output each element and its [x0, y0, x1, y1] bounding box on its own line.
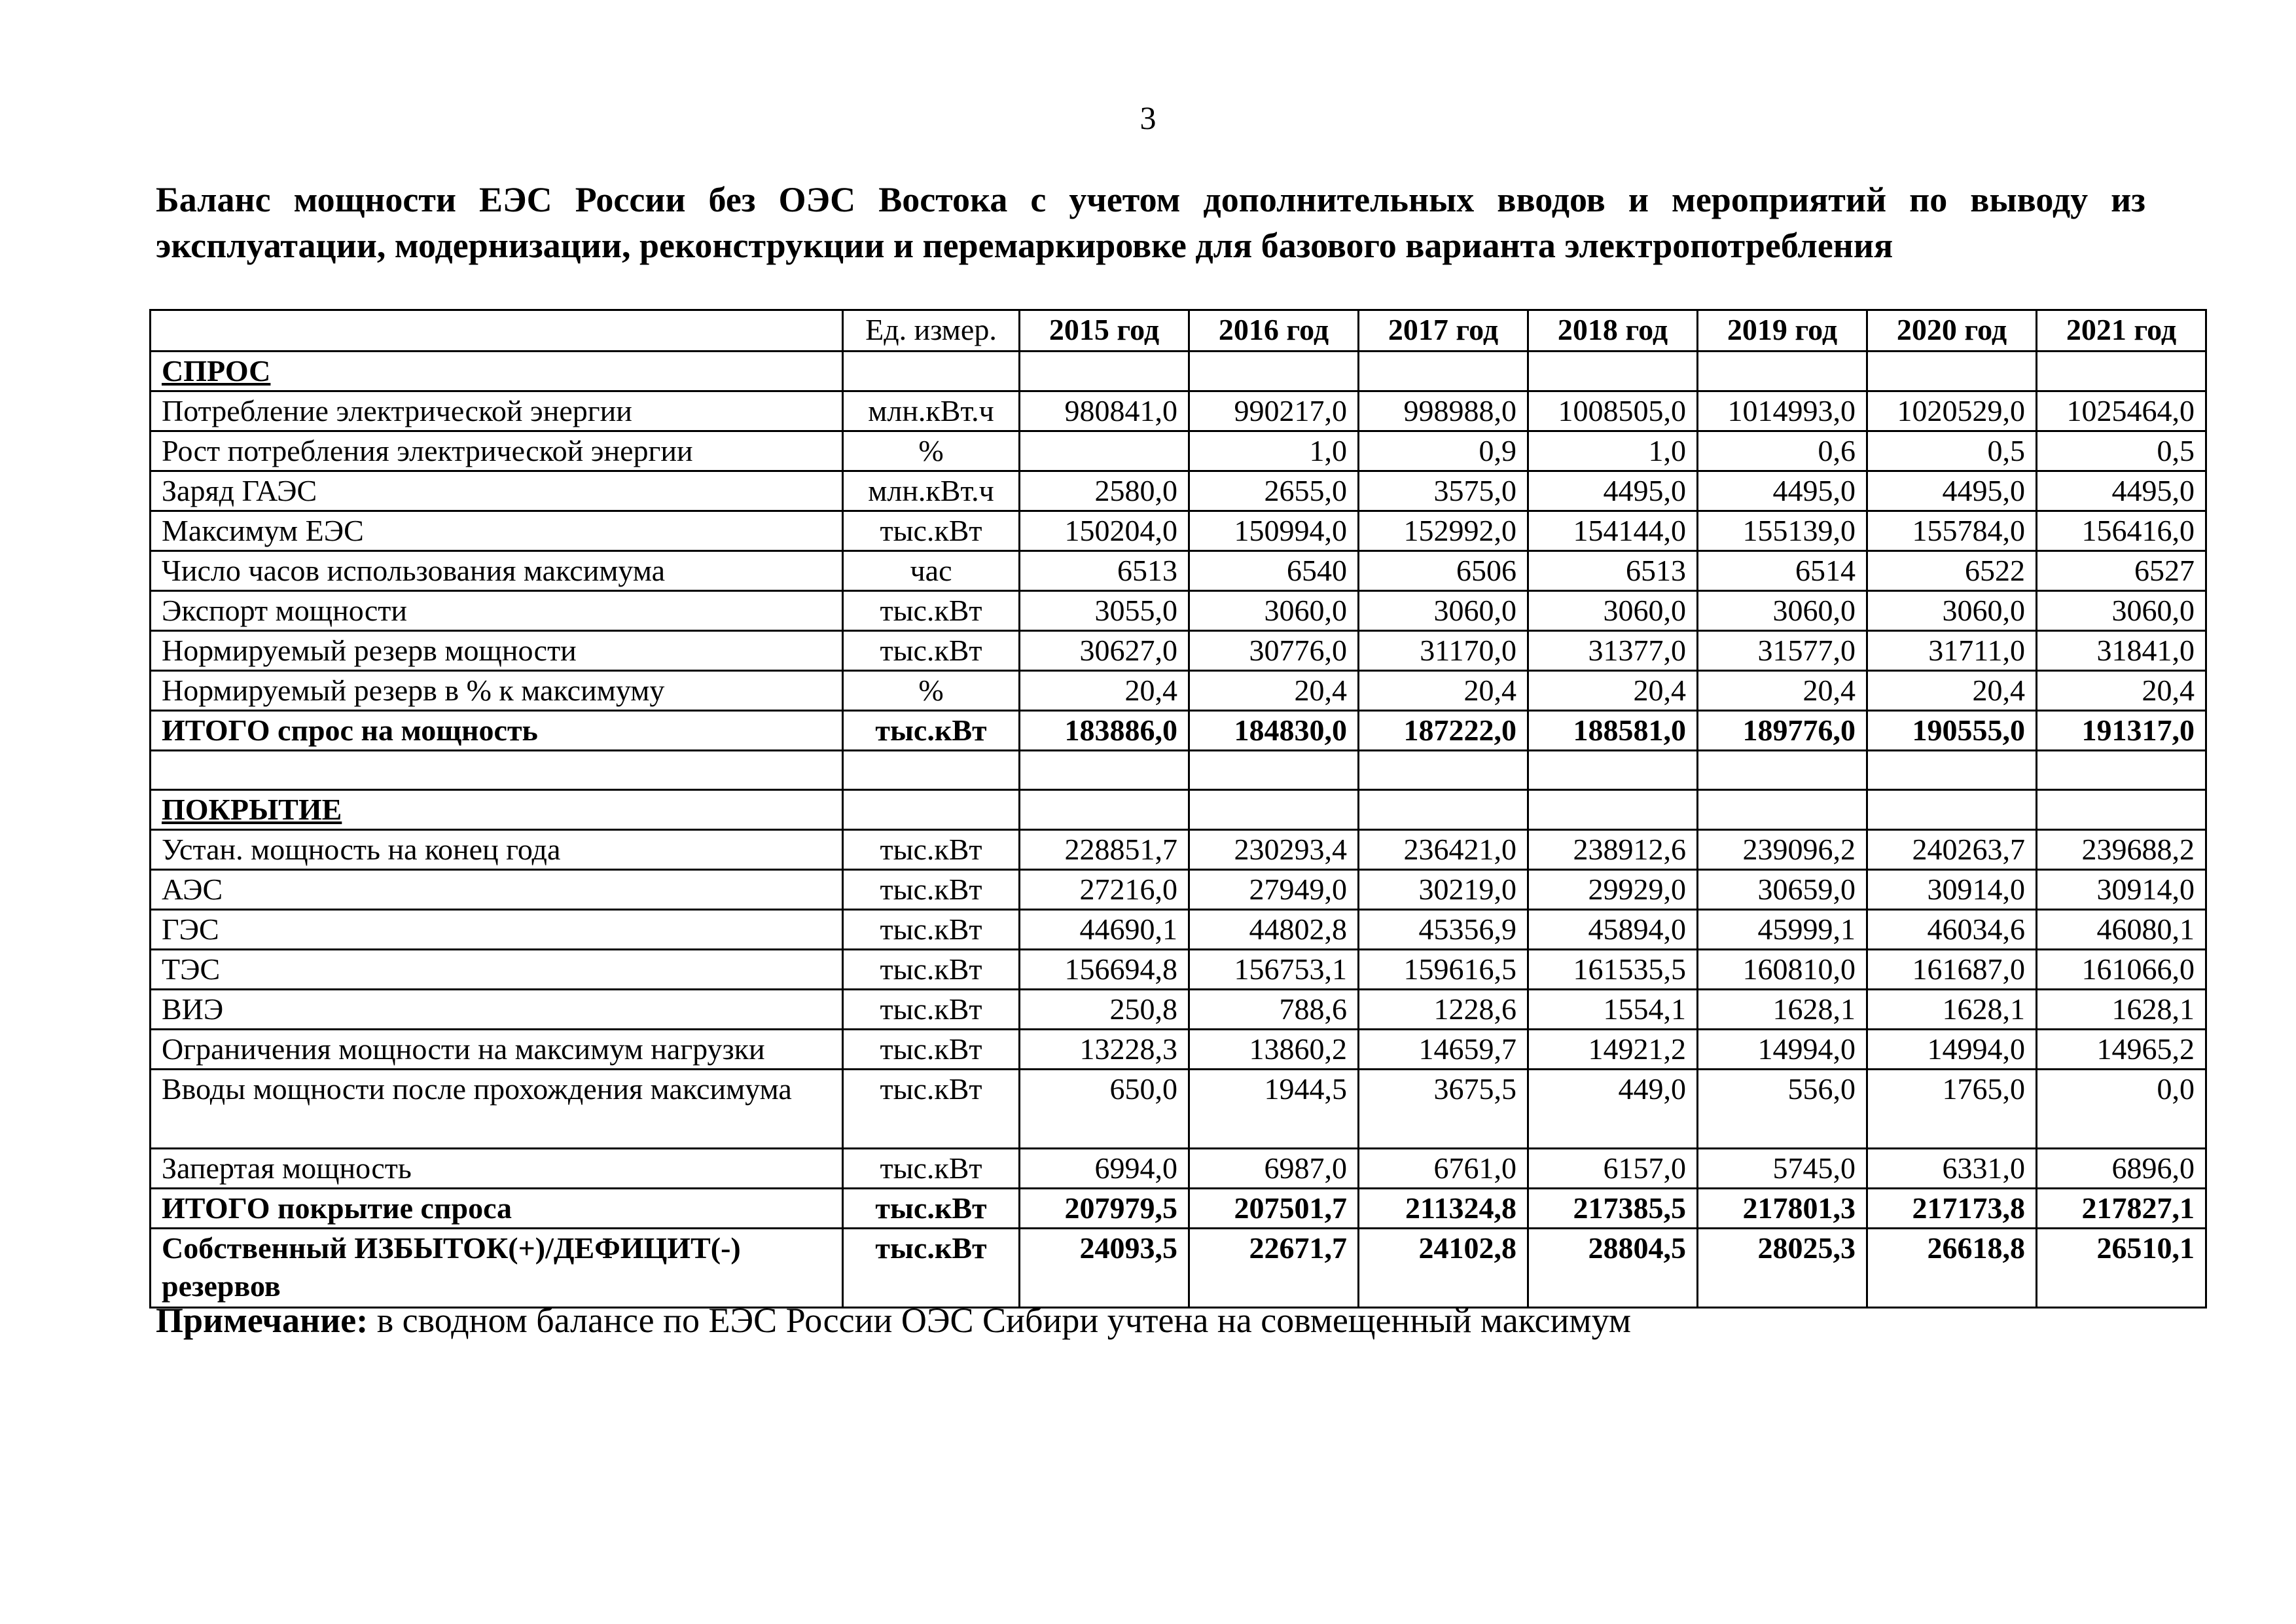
row-label: Нормируемый резерв в % к максимуму — [151, 671, 843, 711]
row-label: Экспорт мощности — [151, 591, 843, 631]
row-unit: тыс.кВт — [843, 591, 1020, 631]
value-cell: 238912,6 — [1528, 830, 1698, 870]
value-cell: 1628,1 — [2037, 990, 2206, 1030]
value-cell — [1528, 352, 1698, 391]
value-cell: 5745,0 — [1698, 1149, 1867, 1189]
header-year: 2015 год — [1020, 310, 1189, 352]
row-unit: % — [843, 671, 1020, 711]
value-cell: 154144,0 — [1528, 511, 1698, 551]
row-unit: млн.кВт.ч — [843, 471, 1020, 511]
value-cell: 161535,5 — [1528, 950, 1698, 990]
value-cell: 788,6 — [1189, 990, 1359, 1030]
value-cell: 3060,0 — [1528, 591, 1698, 631]
row-label: АЭС — [151, 870, 843, 910]
value-cell: 31170,0 — [1359, 631, 1528, 671]
page-number: 3 — [1139, 99, 1157, 136]
table-row — [151, 910, 2206, 950]
value-cell: 156416,0 — [2037, 511, 2206, 551]
value-cell: 188581,0 — [1528, 711, 1698, 751]
table-row — [151, 1030, 2206, 1070]
header-unit: Ед. измер. — [843, 310, 1020, 352]
value-cell: 217385,5 — [1528, 1189, 1698, 1229]
table-row — [151, 671, 2206, 711]
value-cell: 45999,1 — [1698, 910, 1867, 950]
value-cell: 1020529,0 — [1867, 391, 2037, 431]
footnote — [156, 1299, 1631, 1341]
value-cell: 0,0 — [2037, 1070, 2206, 1149]
value-cell: 6513 — [1528, 551, 1698, 591]
value-cell: 4495,0 — [1867, 471, 2037, 511]
value-cell: 14994,0 — [1698, 1030, 1867, 1070]
value-cell: 6896,0 — [2037, 1149, 2206, 1189]
value-cell: 3060,0 — [2037, 591, 2206, 631]
value-cell: 183886,0 — [1020, 711, 1189, 751]
value-cell: 20,4 — [1867, 671, 2037, 711]
value-cell — [1359, 751, 1528, 790]
value-cell: 45356,9 — [1359, 910, 1528, 950]
row-label: ИТОГО спрос на мощность — [151, 711, 843, 751]
value-cell — [2037, 352, 2206, 391]
row-unit: тыс.кВт — [843, 711, 1020, 751]
value-cell: 211324,8 — [1359, 1189, 1528, 1229]
table-row — [151, 1070, 2206, 1149]
row-label: ИТОГО покрытие спроса — [151, 1189, 843, 1229]
value-cell: 6514 — [1698, 551, 1867, 591]
value-cell — [1189, 790, 1359, 830]
value-cell: 155139,0 — [1698, 511, 1867, 551]
value-cell — [1359, 790, 1528, 830]
value-cell: 6761,0 — [1359, 1149, 1528, 1189]
value-cell: 161066,0 — [2037, 950, 2206, 990]
value-cell: 31377,0 — [1528, 631, 1698, 671]
value-cell — [1867, 790, 2037, 830]
row-unit: тыс.кВт — [843, 631, 1020, 671]
value-cell: 159616,5 — [1359, 950, 1528, 990]
value-cell: 1554,1 — [1528, 990, 1698, 1030]
value-cell: 24093,5 — [1020, 1229, 1189, 1308]
header-year: 2021 год — [2037, 310, 2206, 352]
value-cell: 240263,7 — [1867, 830, 2037, 870]
value-cell: 230293,4 — [1189, 830, 1359, 870]
value-cell: 13860,2 — [1189, 1030, 1359, 1070]
value-cell: 1014993,0 — [1698, 391, 1867, 431]
footnote-text: в сводном балансе по ЕЭС России ОЭС Сибири учтена на совмещенный максимум — [368, 1301, 1632, 1340]
table-body — [151, 352, 2206, 1308]
row-label: Максимум ЕЭС — [151, 511, 843, 551]
value-cell: 31577,0 — [1698, 631, 1867, 671]
value-cell — [1867, 751, 2037, 790]
table-row — [151, 1149, 2206, 1189]
value-cell: 20,4 — [1020, 671, 1189, 711]
value-cell: 14921,2 — [1528, 1030, 1698, 1070]
value-cell: 239096,2 — [1698, 830, 1867, 870]
row-label: Число часов использования максимума — [151, 551, 843, 591]
value-cell — [1698, 790, 1867, 830]
value-cell — [2037, 790, 2206, 830]
row-unit — [843, 352, 1020, 391]
value-cell: 187222,0 — [1359, 711, 1528, 751]
row-label: ТЭС — [151, 950, 843, 990]
value-cell: 6331,0 — [1867, 1149, 2037, 1189]
table-row — [151, 950, 2206, 990]
value-cell — [1528, 751, 1698, 790]
value-cell: 449,0 — [1528, 1070, 1698, 1149]
value-cell: 6540 — [1189, 551, 1359, 591]
row-unit: % — [843, 431, 1020, 471]
value-cell: 156753,1 — [1189, 950, 1359, 990]
value-cell: 3575,0 — [1359, 471, 1528, 511]
value-cell: 3675,5 — [1359, 1070, 1528, 1149]
value-cell: 29929,0 — [1528, 870, 1698, 910]
value-cell: 6994,0 — [1020, 1149, 1189, 1189]
row-label: Потребление электрической энергии — [151, 391, 843, 431]
value-cell: 239688,2 — [2037, 830, 2206, 870]
row-label: Рост потребления электрической энергии — [151, 431, 843, 471]
value-cell: 217801,3 — [1698, 1189, 1867, 1229]
row-label: Запертая мощность — [151, 1149, 843, 1189]
value-cell: 207979,5 — [1020, 1189, 1189, 1229]
row-unit: тыс.кВт — [843, 830, 1020, 870]
value-cell: 4495,0 — [2037, 471, 2206, 511]
row-unit: тыс.кВт — [843, 870, 1020, 910]
row-label: ВИЭ — [151, 990, 843, 1030]
value-cell: 217173,8 — [1867, 1189, 2037, 1229]
value-cell: 161687,0 — [1867, 950, 2037, 990]
value-cell: 1944,5 — [1189, 1070, 1359, 1149]
value-cell: 3060,0 — [1867, 591, 2037, 631]
section-heading: СПРОС — [151, 352, 843, 391]
value-cell: 156694,8 — [1020, 950, 1189, 990]
value-cell: 30219,0 — [1359, 870, 1528, 910]
value-cell: 22671,7 — [1189, 1229, 1359, 1308]
value-cell — [1698, 751, 1867, 790]
value-cell: 44802,8 — [1189, 910, 1359, 950]
row-unit: тыс.кВт — [843, 950, 1020, 990]
value-cell: 14994,0 — [1867, 1030, 2037, 1070]
value-cell: 30627,0 — [1020, 631, 1189, 671]
value-cell: 1628,1 — [1698, 990, 1867, 1030]
power-balance-table — [149, 309, 2207, 1308]
row-unit: тыс.кВт — [843, 990, 1020, 1030]
value-cell: 650,0 — [1020, 1070, 1189, 1149]
row-unit: тыс.кВт — [843, 1030, 1020, 1070]
value-cell: 207501,7 — [1189, 1189, 1359, 1229]
value-cell: 27949,0 — [1189, 870, 1359, 910]
value-cell: 13228,3 — [1020, 1030, 1189, 1070]
table-row — [151, 591, 2206, 631]
table-row — [151, 471, 2206, 511]
value-cell: 0,5 — [2037, 431, 2206, 471]
value-cell — [1528, 790, 1698, 830]
value-cell: 155784,0 — [1867, 511, 2037, 551]
value-cell: 30914,0 — [1867, 870, 2037, 910]
header-year: 2018 год — [1528, 310, 1698, 352]
value-cell: 46034,6 — [1867, 910, 2037, 950]
value-cell: 45894,0 — [1528, 910, 1698, 950]
value-cell: 3060,0 — [1189, 591, 1359, 631]
table-row — [151, 1229, 2206, 1308]
table-row — [151, 830, 2206, 870]
row-unit: тыс.кВт — [843, 910, 1020, 950]
table-row — [151, 790, 2206, 830]
table-row — [151, 391, 2206, 431]
value-cell: 20,4 — [1528, 671, 1698, 711]
value-cell: 6157,0 — [1528, 1149, 1698, 1189]
power-balance-table-container — [149, 309, 2207, 1308]
value-cell: 30659,0 — [1698, 870, 1867, 910]
value-cell: 30776,0 — [1189, 631, 1359, 671]
header-year: 2020 год — [1867, 310, 2037, 352]
value-cell: 2580,0 — [1020, 471, 1189, 511]
section-heading: ПОКРЫТИЕ — [151, 790, 843, 830]
value-cell: 190555,0 — [1867, 711, 2037, 751]
table-row — [151, 751, 2206, 790]
value-cell: 20,4 — [1698, 671, 1867, 711]
value-cell: 556,0 — [1698, 1070, 1867, 1149]
value-cell: 980841,0 — [1020, 391, 1189, 431]
table-row — [151, 511, 2206, 551]
value-cell: 3060,0 — [1359, 591, 1528, 631]
value-cell — [1020, 431, 1189, 471]
row-label: ГЭС — [151, 910, 843, 950]
value-cell: 14965,2 — [2037, 1030, 2206, 1070]
value-cell: 6522 — [1867, 551, 2037, 591]
value-cell — [2037, 751, 2206, 790]
value-cell: 20,4 — [1189, 671, 1359, 711]
value-cell: 160810,0 — [1698, 950, 1867, 990]
table-row — [151, 631, 2206, 671]
value-cell: 24102,8 — [1359, 1229, 1528, 1308]
row-unit — [843, 790, 1020, 830]
value-cell — [1189, 352, 1359, 391]
value-cell: 217827,1 — [2037, 1189, 2206, 1229]
row-label: Вводы мощности после прохождения максимума — [151, 1070, 843, 1149]
header-year: 2019 год — [1698, 310, 1867, 352]
value-cell: 228851,7 — [1020, 830, 1189, 870]
row-label: Нормируемый резерв мощности — [151, 631, 843, 671]
value-cell: 3060,0 — [1698, 591, 1867, 631]
value-cell: 31841,0 — [2037, 631, 2206, 671]
row-unit: тыс.кВт — [843, 1229, 1020, 1308]
value-cell: 3055,0 — [1020, 591, 1189, 631]
value-cell: 998988,0 — [1359, 391, 1528, 431]
value-cell: 31711,0 — [1867, 631, 2037, 671]
value-cell — [1698, 352, 1867, 391]
value-cell: 26510,1 — [2037, 1229, 2206, 1308]
value-cell: 1008505,0 — [1528, 391, 1698, 431]
footnote-label: Примечание: — [156, 1301, 368, 1340]
table-row — [151, 352, 2206, 391]
value-cell: 6987,0 — [1189, 1149, 1359, 1189]
table-row — [151, 1189, 2206, 1229]
value-cell: 1228,6 — [1359, 990, 1528, 1030]
row-unit: тыс.кВт — [843, 1149, 1020, 1189]
value-cell: 4495,0 — [1698, 471, 1867, 511]
value-cell: 14659,7 — [1359, 1030, 1528, 1070]
value-cell — [1020, 751, 1189, 790]
table-header-row — [151, 310, 2206, 352]
value-cell: 46080,1 — [2037, 910, 2206, 950]
row-unit — [843, 751, 1020, 790]
row-label: Устан. мощность на конец года — [151, 830, 843, 870]
table-row — [151, 551, 2206, 591]
table-row — [151, 870, 2206, 910]
value-cell — [1867, 352, 2037, 391]
row-label: Ограничения мощности на максимум нагрузки — [151, 1030, 843, 1070]
value-cell: 20,4 — [2037, 671, 2206, 711]
row-unit: млн.кВт.ч — [843, 391, 1020, 431]
value-cell: 20,4 — [1359, 671, 1528, 711]
value-cell: 189776,0 — [1698, 711, 1867, 751]
row-unit: тыс.кВт — [843, 1070, 1020, 1149]
value-cell: 30914,0 — [2037, 870, 2206, 910]
table-row — [151, 990, 2206, 1030]
table-row — [151, 711, 2206, 751]
row-unit: тыс.кВт — [843, 1189, 1020, 1229]
value-cell — [1359, 352, 1528, 391]
value-cell: 150204,0 — [1020, 511, 1189, 551]
value-cell: 1025464,0 — [2037, 391, 2206, 431]
value-cell — [1020, 790, 1189, 830]
value-cell: 250,8 — [1020, 990, 1189, 1030]
value-cell: 1628,1 — [1867, 990, 2037, 1030]
value-cell: 184830,0 — [1189, 711, 1359, 751]
header-year: 2016 год — [1189, 310, 1359, 352]
value-cell — [1020, 352, 1189, 391]
value-cell: 0,9 — [1359, 431, 1528, 471]
header-label-cell — [151, 310, 843, 352]
document-title: Баланс мощности ЕЭС России без ОЭС Востока с учетом дополнительных вводов и мероприятий по выводу из эксплуатации, модернизации, реконструкции и перемаркировке для базового варианта электропотребления — [156, 180, 2145, 265]
value-cell: 1,0 — [1528, 431, 1698, 471]
value-cell: 0,5 — [1867, 431, 2037, 471]
value-cell: 27216,0 — [1020, 870, 1189, 910]
value-cell: 6527 — [2037, 551, 2206, 591]
value-cell: 150994,0 — [1189, 511, 1359, 551]
value-cell: 6513 — [1020, 551, 1189, 591]
row-label: Заряд ГАЭС — [151, 471, 843, 511]
header-year: 2017 год — [1359, 310, 1528, 352]
row-unit: тыс.кВт — [843, 511, 1020, 551]
table-row — [151, 431, 2206, 471]
value-cell: 28804,5 — [1528, 1229, 1698, 1308]
row-label: Собственный ИЗБЫТОК(+)/ДЕФИЦИТ(-) резервов — [151, 1229, 843, 1308]
value-cell: 0,6 — [1698, 431, 1867, 471]
value-cell: 28025,3 — [1698, 1229, 1867, 1308]
row-unit: час — [843, 551, 1020, 591]
value-cell: 1,0 — [1189, 431, 1359, 471]
value-cell: 152992,0 — [1359, 511, 1528, 551]
value-cell: 990217,0 — [1189, 391, 1359, 431]
value-cell: 6506 — [1359, 551, 1528, 591]
value-cell: 1765,0 — [1867, 1070, 2037, 1149]
value-cell — [1189, 751, 1359, 790]
value-cell: 2655,0 — [1189, 471, 1359, 511]
value-cell: 191317,0 — [2037, 711, 2206, 751]
row-label — [151, 751, 843, 790]
value-cell: 236421,0 — [1359, 830, 1528, 870]
value-cell: 44690,1 — [1020, 910, 1189, 950]
value-cell: 26618,8 — [1867, 1229, 2037, 1308]
value-cell: 4495,0 — [1528, 471, 1698, 511]
